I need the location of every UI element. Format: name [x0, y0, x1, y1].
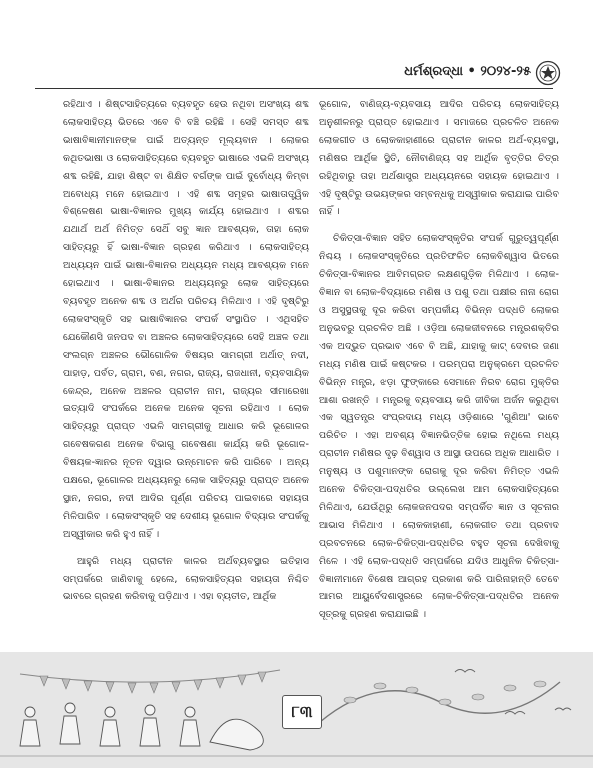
left-column: [63, 96, 309, 606]
circular-emblem-icon: [535, 60, 561, 86]
right-column: [319, 96, 559, 624]
right-paragraph-1: ଭୂଗୋଳ, ବାଣିଜ୍ୟ-ବ୍ୟବସାୟ ଆଦିର ପରିଚୟ ଲୋକସାହିତ୍ୟ ଅନୁଶୀଳନରୁ ପ୍ରାପ୍ତ ହୋଇଥାଏ । ସମାଜରେ ପ୍ରଚଳିତ ଅନେକ ଲୋକଗୀତ ଓ ଲୋକକାହାଣୀରେ ପ୍ରାଚୀନ କାଳର ଅର୍ଥ-ବ୍ୟବସ୍ଥା, ମଣିଷର ଆର୍ଥିକ ସ୍ଥିତି, ନୌବାଣିଜ୍ୟ ସହ ଆର୍ଥିକ ବୃତ୍ତିର ଚିତ୍ର ରହିଥିବାରୁ ତାହା ଅର୍ଥଶାସ୍ତ୍ର ଅଧ୍ୟୟନରେ ସହାୟକ ହୋଇଥାଏ । ଏହି ଦୃଷ୍ଟିରୁ ଉଭୟଙ୍କର ସମ୍ବନ୍ଧକୁ ଅସ୍ୱୀକାର କରାଯାଇ ପାରିବ ନାହିଁ ।: [319, 99, 559, 218]
page-number: ୮୩: [282, 695, 322, 729]
journal-title: ଧର୍ମଶ୍ରଦ୍ଧା • ୨୦୨୪-୨୫: [404, 64, 531, 79]
right-paragraph-2: ଚିକିତ୍ସା-ବିଜ୍ଞାନ ସହିତ ଲୋକସଂସ୍କୃତିର ସଂପର୍କ ଗୁରୁତ୍ୱପୂର୍ଣ୍ଣ ନିଶ୍ଚୟ । ଲୋକସଂସ୍କୃତିରେ ପ୍ରତିଫଳିତ ଲୋକବିଶ୍ୱାସ ଭିତରେ ଚିକିତ୍ସା-ବିଜ୍ଞାନର ଆବିମଗ୍ରତ ଲକ୍ଷଣଗୁଡ଼ିକ ମିଳିଥାଏ । ଲୋକ-ବିଜ୍ଞାନ ବା ଲୋକ-ବିଦ୍ୟାରେ ମଣିଷ ଓ ପଶୁ ତଥା ପକ୍ଷୀର ନାନା ରୋଗ ଓ ଅସୁସ୍ଥତାକୁ ଦୂର କରିବା ସମ୍ପର୍କୀୟ ବିଭିନ୍ନ ପଦ୍ଧତି ଲୋକର ଅନୁଭବରୁ ପ୍ରଚଳିତ ଅଛି । ଓଡ଼ିଆ ଲୋକଜୀବନରେ ମନ୍ତ୍ରଶକ୍ତିର ଏକ ଅଦ୍ଭୁତ ପ୍ରଭାବ ଏବେ ବି ଅଛି, ଯାହାକୁ କାଟ୍ ଦେବାର ଜଣା ମଧ୍ୟ ମଣିଷ ପାଇଁ କଷ୍ଟକର । ପରମ୍ପରା ଅନୁକ୍ରମେ ପ୍ରଚଳିତ ବିଭିନ୍ନ ମନ୍ତ୍ର, ଝଡ଼ା ଫୁଙ୍କାରେ ସେମାନେ ନିରବ ରୋଗ ମୁକ୍ତିର ଆଶା ରଖନ୍ତି । ମନ୍ତ୍ରକୁ ବ୍ୟବସାୟ କରି ଜୀବିକା ଅର୍ଜନ କରୁଥିବା ଏକ ସ୍ୱତନ୍ତ୍ର ସଂପ୍ରଦାୟ ମଧ୍ୟ ଓଡ଼ିଶାରେ 'ଗୁଣିଆ' ଭାବେ ପରିଚିତ । ଏହା ଅବଶ୍ୟ ବିଜ୍ଞାନଭିତ୍ତିକ ହୋଇ ନଥିଲେ ମଧ୍ୟ ପ୍ରାଚୀନ ମଣିଷର ଦୃଢ଼ ବିଶ୍ୱାସ ଓ ଆସ୍ଥା ଉପରେ ଅଧିକ ଆଧାରିତ । ମନୁଷ୍ୟ ଓ ପଶୁମାନଙ୍କ ରୋଗକୁ ଦୂର କରିବା ନିମିତ୍ତ ଏଭଳି ଅନେକ ଚିକିତ୍ସା-ପଦ୍ଧତିର ଉଲ୍ଲେଖ ଆମ ଲୋକସାହିତ୍ୟରେ ମିଳିଥାଏ, ଯେଉଁଥିରୁ ଲୋକଜନପଦର ସମ୍ପର୍କିତ ଜ୍ଞାନ ଓ ସୂଚନାର ଆଭାସ ମିଳିଥାଏ । ଲୋକକାହାଣୀ, ଲୋକଗୀତ ତଥା ପ୍ରବାଦ ପ୍ରବଚନରେ ଲୋକ-ଚିକିତ୍ସା-ପଦ୍ଧତିର ବହୁତ ସୂଚନା ଦେଖିବାକୁ ମିଳେ । ଏହି ଲୋକ-ପଦ୍ଧତି ସମ୍ପର୍କରେ ଯଦିଓ ଆଧୁନିକ ଚିକିତ୍ସା-ବିଜ୍ଞାନୀମାନେ ବିଶେଷ ଆଗ୍ରହ ପ୍ରକାଶ କରି ପାରିନାହାନ୍ତି ତେବେ ଆମର ଆୟୁର୍ବେଦଶାସ୍ତ୍ରରେ ଲୋକ-ଚିକିତ୍ସା-ପଦ୍ଧତିର ଅନେକ ସୂତ୍ରକୁ ଗ୍ରହଣ କରାଯାଇଛି ।: [319, 233, 559, 621]
header-divider: [35, 88, 553, 89]
left-paragraph-1: ରହିଥାଏ । ଶିଷ୍ଟସାହିତ୍ୟରେ ବ୍ୟବହୃତ ହେଉ ନଥିବା ଅସଂଖ୍ୟ ଶବ୍ଦ ଲୋକସାହିତ୍ୟ ଭିତରେ ଏବେ ବି ବଞ୍ଚି ରହିଛି । ସେହି ସମସ୍ତ ଶବ୍ଦ ଭାଷାବିଜ୍ଞାନୀମାନଙ୍କ ପାଇଁ ଅତ୍ୟନ୍ତ ମୂଲ୍ୟବାନ । ଲୋକର କଥିତଭାଷା ଓ ଲୋକସାହିତ୍ୟରେ ବ୍ୟବହୃତ ଭାଷାରେ ଏଭଳି ଅସଂଖ୍ୟ ଶବ୍ଦ ରହିଛି, ଯାହା ଶିଷ୍ଟ ବା ଶିକ୍ଷିତ ବର୍ଗଙ୍କ ପାଇଁ ଦୁର୍ବୋଧ୍ୟ କିମ୍ବା ଅବୋଧ୍ୟ ମନେ ହୋଇଥାଏ । ଏହି ଶବ୍ଦ ସମୂହର ଭାଷାତାତ୍ତ୍ୱିକ ବିଶ୍ଳେଷଣ ଭାଷା-ବିଜ୍ଞାନର ମୁଖ୍ୟ କାର୍ଯ୍ୟ ହୋଇଥାଏ । ଶବ୍ଦର ଯଥାର୍ଥ ଅର୍ଥ ନିମିତ୍ତ ସେଥିଁ ସବୁ ଜ୍ଞାନ ଆବଶ୍ୟକ, ତାହା ଲୋକ ସାହିତ୍ୟରୁ ହିଁ ଭାଷା-ବିଜ୍ଞାନ ଗ୍ରହଣ କରିଥାଏ । ଲୋକସାହିତ୍ୟ ଅଧ୍ୟୟନ ପାଇଁ ଭାଷା-ବିଜ୍ଞାନର ଅଧ୍ୟୟନ ମଧ୍ୟ ଆବଶ୍ୟକ ମନେ ହୋଇଥାଏ । ଭାଷା-ବିଜ୍ଞାନର ଅଧ୍ୟୟନରୁ ଲୋକ ସାହିତ୍ୟରେ ବ୍ୟବହୃତ ଅନେକ ଶବ୍ଦ ଓ ଅର୍ଥର ପରିଚୟ ମିଳିଥାଏ । ଏହି ଦୃଷ୍ଟିରୁ ଲୋକସଂସ୍କୃତି ସହ ଭାଷାବିଜ୍ଞାନର ସଂପର୍କ ସଂସ୍ଥାପିତ । ଏଥିସହିତ ଯେକୌଣସି ଜନପଦ ବା ଅଞ୍ଚଳର ଲୋକସାହିତ୍ୟରେ ସେହି ଅଞ୍ଚଳ ତଥା ସଂଲଗ୍ନ ଅଞ୍ଚଳର ଭୌଗୋଳିକ ବିଷୟର ସାମଗ୍ରୀ ଅର୍ଥାତ୍ ନଦୀ, ପାହାଡ଼, ପର୍ବତ, ଗ୍ରାମ, ବଣ, ନଗର, ରାଜ୍ୟ, ରାଜଧାନୀ, ବ୍ୟବସାୟିକ କେନ୍ଦ୍ର, ଅନେକ ଅଞ୍ଚଳର ପ୍ରାଚୀନ ନାମ, ରାଜ୍ୟର ସୀମାରେଖା ଇତ୍ୟାଦି ସଂପର୍କରେ ଅନେକ ଅନେକ ସୂଚନା ରହିଥାଏ । ଲୋକ ସାହିତ୍ୟରୁ ପ୍ରାପ୍ତ ଏଭଳି ସାମଗ୍ରୀକୁ ଆଧାର କରି ଭୂଗୋଳର ଗବେଷକଗଣ ଅନେକ ବିଭାଗୁ ଗବେଷଣା କାର୍ଯ୍ୟ କରି ଭୂଗୋଳ-ବିଷୟକ-ଜ୍ଞାନର ନୂତନ ଦ୍ୱାର ଉନ୍ମୋଚନ କରି ପାରିବେ । ଅନ୍ୟ ପକ୍ଷରେ, ଭୂଗୋଳର ଅଧ୍ୟୟନରୁ ଲୋକ ସାହିତ୍ୟରୁ ପ୍ରାପ୍ତ ଅନେକ ସ୍ଥାନ, ନଗର, ନଦୀ ଆଦିର ପୂର୍ଣ୍ଣ ପରିଚୟ ପାଇବାରେ ସହାୟତା ମିଳିପାରିବ । ଲୋକସଂସ୍କୃତି ସହ ଦେଶୀୟ ଭୂଗୋଳ ବିଦ୍ୟାର ସଂପର୍କକୁ ଅସ୍ୱୀକାର କରି ହୁଏ ନାହିଁ ।: [63, 99, 309, 540]
left-paragraph-2: ଆହୁରି ମଧ୍ୟ ପ୍ରାଚୀନ କାଳର ଅର୍ଥବ୍ୟବସ୍ଥାର ଇତିହାସ ସମ୍ପର୍କରେ ଜାଣିବାକୁ ହେଲେ, ଲୋକସାହିତ୍ୟର ସହାୟତା ନିଶ୍ଚିତ ଭାବରେ ଗ୍ରହଣ କରିବାକୁ ପଡ଼ିଥାଏ । ଏହା ବ୍ୟତୀତ, ଆର୍ଥିକ: [63, 555, 309, 603]
